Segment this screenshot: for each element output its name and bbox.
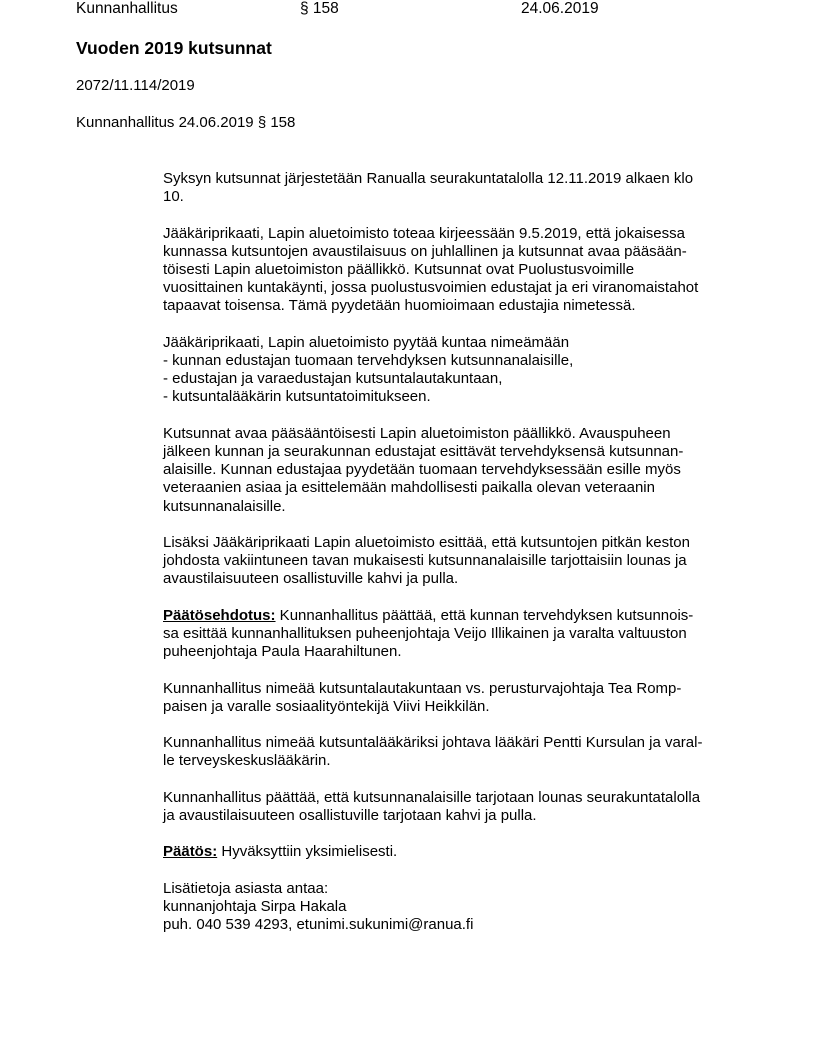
paragraph-proposal	[163, 607, 753, 662]
header-body-name: Kunnanhallitus	[76, 0, 178, 17]
text-line: vuosittainen kuntakäynti, jossa puolustusvoimien edustajat ja eri viranomaistahot	[163, 279, 699, 297]
page-title: Vuoden 2019 kutsunnat	[76, 38, 272, 58]
text-line	[163, 607, 753, 625]
text-line: 10.	[163, 188, 184, 206]
text-line: Kutsunnat avaa pääsääntöisesti Lapin aluetoimiston päällikkö. Avauspuheen	[163, 424, 671, 442]
paragraph-doctor-appointment	[163, 734, 753, 770]
paragraph-catering-decision	[163, 789, 753, 825]
paragraph-catering	[163, 534, 753, 589]
list-item: - kutsuntalääkärin kutsuntatoimitukseen.	[163, 388, 431, 406]
text-line: Syksyn kutsunnat järjestetään Ranualla seurakuntatalolla 12.11.2019 alkaen klo	[163, 170, 694, 187]
proposal-label: Päätösehdotus:	[163, 606, 276, 624]
text-line: le terveyskeskuslääkärin.	[163, 752, 331, 770]
text-line: kutsunnanalaisille.	[163, 497, 286, 515]
text-line: Kunnanhallitus nimeää kutsuntalautakuntaan vs. perusturvajohtaja Tea Romp-	[163, 679, 682, 697]
text-line	[163, 843, 753, 861]
text-line: sa esittää kunnanhallituksen puheenjohtaja Veijo Illikainen ja varalta valtuuston	[163, 625, 687, 642]
paragraph-letter	[163, 225, 753, 316]
paragraph-opening	[163, 425, 753, 516]
text-line: Jääkäriprikaati, Lapin aluetoimisto toteaa kirjeessään 9.5.2019, että jokaisessa	[163, 224, 685, 242]
paragraph-schedule	[163, 170, 753, 206]
paragraph-decision	[163, 843, 753, 861]
text-line: paisen ja varalle sosiaalityöntekijä Viivi Heikkilän.	[163, 697, 490, 715]
text-line: Jääkäriprikaati, Lapin aluetoimisto pyytää kuntaa nimeämään	[163, 333, 570, 351]
text-line: kunnassa kutsuntojen avaustilaisuus on juhlallinen ja kutsunnat avaa pääsään-	[163, 242, 687, 260]
text-line: alaisille. Kunnan edustajaa pyydetään tuomaan tervehdyksessään esille myös	[163, 461, 681, 479]
paragraph-request-list	[163, 334, 753, 407]
text-line: veteraanien asiaa ja esittelemään mahdollisesti paikalla olevan veteraanin	[163, 479, 655, 497]
text-line: jälkeen kunnan ja seurakunnan edustajat esittävät tervehdyksensä kutsunnan-	[163, 443, 684, 460]
proposal-text: Kunnanhallitus päättää, että kunnan tervehdyksen kutsunnois-	[275, 606, 694, 624]
list-item: - edustajan ja varaedustajan kutsuntalautakuntaan,	[163, 370, 503, 388]
contact-name: kunnanjohtaja Sirpa Hakala	[163, 897, 347, 915]
decision-text: Hyväksyttiin yksimielisesti.	[217, 843, 398, 861]
text-line: ja avaustilaisuuteen osallistuville tarjotaan kahvi ja pulla.	[163, 806, 537, 824]
document-body	[163, 170, 753, 953]
text-line: töisesti Lapin aluetoimiston päällikkö. Kutsunnat ovat Puolustusvoimille	[163, 261, 635, 278]
text-line: puheenjohtaja Paula Haarahiltunen.	[163, 643, 402, 661]
list-item: - kunnan edustajan tuomaan tervehdyksen kutsunnanalaisille,	[163, 352, 574, 369]
text-line: avaustilaisuuteen osallistuville kahvi ja pulla.	[163, 570, 459, 588]
text-line: Lisäksi Jääkäriprikaati Lapin aluetoimisto esittää, että kutsuntojen pitkän keston	[163, 534, 690, 551]
text-line: tapaavat toisensa. Tämä pyydetään huomioimaan edustajia nimetessä.	[163, 297, 636, 315]
header-section: § 158	[300, 0, 339, 17]
text-line: Lisätietoja asiasta antaa:	[163, 879, 329, 897]
paragraph-board-appointment	[163, 680, 753, 716]
text-line: Kunnanhallitus nimeää kutsuntalääkäriksi johtava lääkäri Pentti Kursulan ja varal-	[163, 734, 703, 752]
contact-phone-email: puh. 040 539 4293, etunimi.sukunimi@ranua.fi	[163, 916, 474, 934]
meeting-reference: Kunnanhallitus 24.06.2019 § 158	[76, 114, 296, 131]
header-date: 24.06.2019	[521, 0, 599, 17]
text-line: johdosta vakiintuneen tavan mukaisesti kutsunnanalaisille tarjottaisiin lounas ja	[163, 552, 687, 570]
decision-label: Päätös:	[163, 843, 218, 861]
text-line: Kunnanhallitus päättää, että kutsunnanalaisille tarjotaan lounas seurakuntatalolla	[163, 788, 701, 806]
paragraph-contact	[163, 880, 753, 935]
record-number: 2072/11.114/2019	[76, 77, 195, 94]
